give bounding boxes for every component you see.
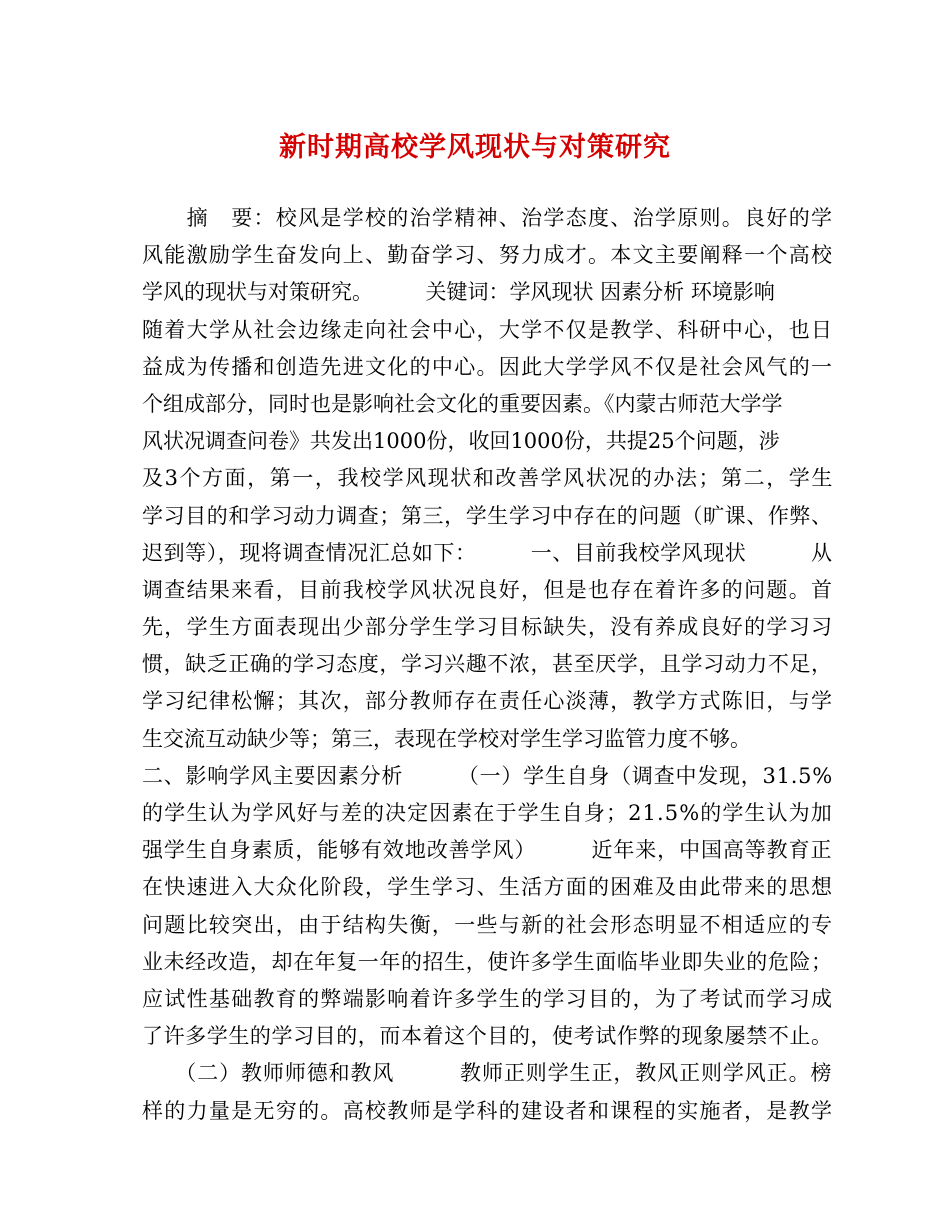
text-line: 先，学生方面表现出少部分学生学习目标缺失，没有养成良好的学习习 — [142, 615, 834, 640]
text-line: （二）教师师德和教风 教师正则学生正，教风正则学风正。榜 — [142, 1061, 833, 1086]
text-line: 在快速进入大众化阶段，学生学习、生活方面的困难及由此带来的思想 — [142, 875, 834, 900]
text-line: 应试性基础教育的弊端影响着许多学生的学习目的，为了考试而学习成 — [142, 986, 834, 1011]
text-line: 二、影响学风主要因素分析 （一）学生自身（调查中发现，31.5% — [142, 763, 833, 788]
text-line: 迟到等），现将调查情况汇总如下： 一、目前我校学风现状 从 — [142, 540, 833, 565]
text-line: 随着大学从社会边缘走向社会中心，大学不仅是教学、科研中心，也日 — [142, 317, 834, 342]
text-line: 惯，缺乏正确的学习态度，学习兴趣不浓，甚至厌学，且学习动力不足， — [142, 652, 833, 677]
document-body — [142, 200, 832, 1130]
text-line: 学习纪律松懈；其次，部分教师存在责任心淡薄，教学方式陈旧，与学 — [142, 689, 834, 714]
text-line: 强学生自身素质，能够有效地改善学风） 近年来，中国高等教育正 — [142, 838, 833, 863]
text-line: 学习目的和学习动力调查；第三，学生学习中存在的问题（旷课、作弊、 — [142, 503, 833, 528]
text-line: 问题比较突出，由于结构失衡，一些与新的社会形态明显不相适应的专 — [142, 912, 834, 937]
text-line: 生交流互动缺少等；第三，表现在学校对学生学习监管力度不够。 — [142, 726, 751, 751]
text-line: 样的力量是无穷的。高校教师是学科的建设者和课程的实施者，是教学 — [142, 1098, 834, 1123]
text-line: 及3个方面，第一，我校学风现状和改善学风状况的办法；第二，学生 — [142, 466, 834, 491]
text-line: 益成为传播和创造先进文化的中心。因此大学学风不仅是社会风气的一 — [142, 354, 834, 379]
text-line: 风能激励学生奋发向上、勤奋学习、努力成才。本文主要阐释一个高校 — [142, 243, 834, 268]
text-line: 业未经改造，却在年复一年的招生，使许多学生面临毕业即失业的危险； — [142, 949, 833, 974]
text-line: 风状况调查问卷》共发出1000份，收回1000份，共提25个问题，涉 — [142, 429, 780, 454]
text-line: 摘 要：校风是学校的治学精神、治学态度、治学原则。良好的学 — [142, 206, 834, 230]
text-line: 了许多学生的学习目的，而本着这个目的，使考试作弊的现象屡禁不止。 — [142, 1024, 833, 1049]
text-line: 调查结果来看，目前我校学风状况良好，但是也存在着许多的问题。首 — [142, 577, 834, 602]
text-line: 学风的现状与对策研究。 关键词：学风现状 因素分析 环境影响 — [142, 280, 775, 305]
text-line: 个组成部分，同时也是影响社会文化的重要因素。《内蒙古师范大学学 — [142, 391, 783, 416]
text-line: 的学生认为学风好与差的决定因素在于学生自身；21.5%的学生认为加 — [142, 801, 833, 825]
document-title: 新时期高校学风现状与对策研究 — [279, 132, 671, 163]
